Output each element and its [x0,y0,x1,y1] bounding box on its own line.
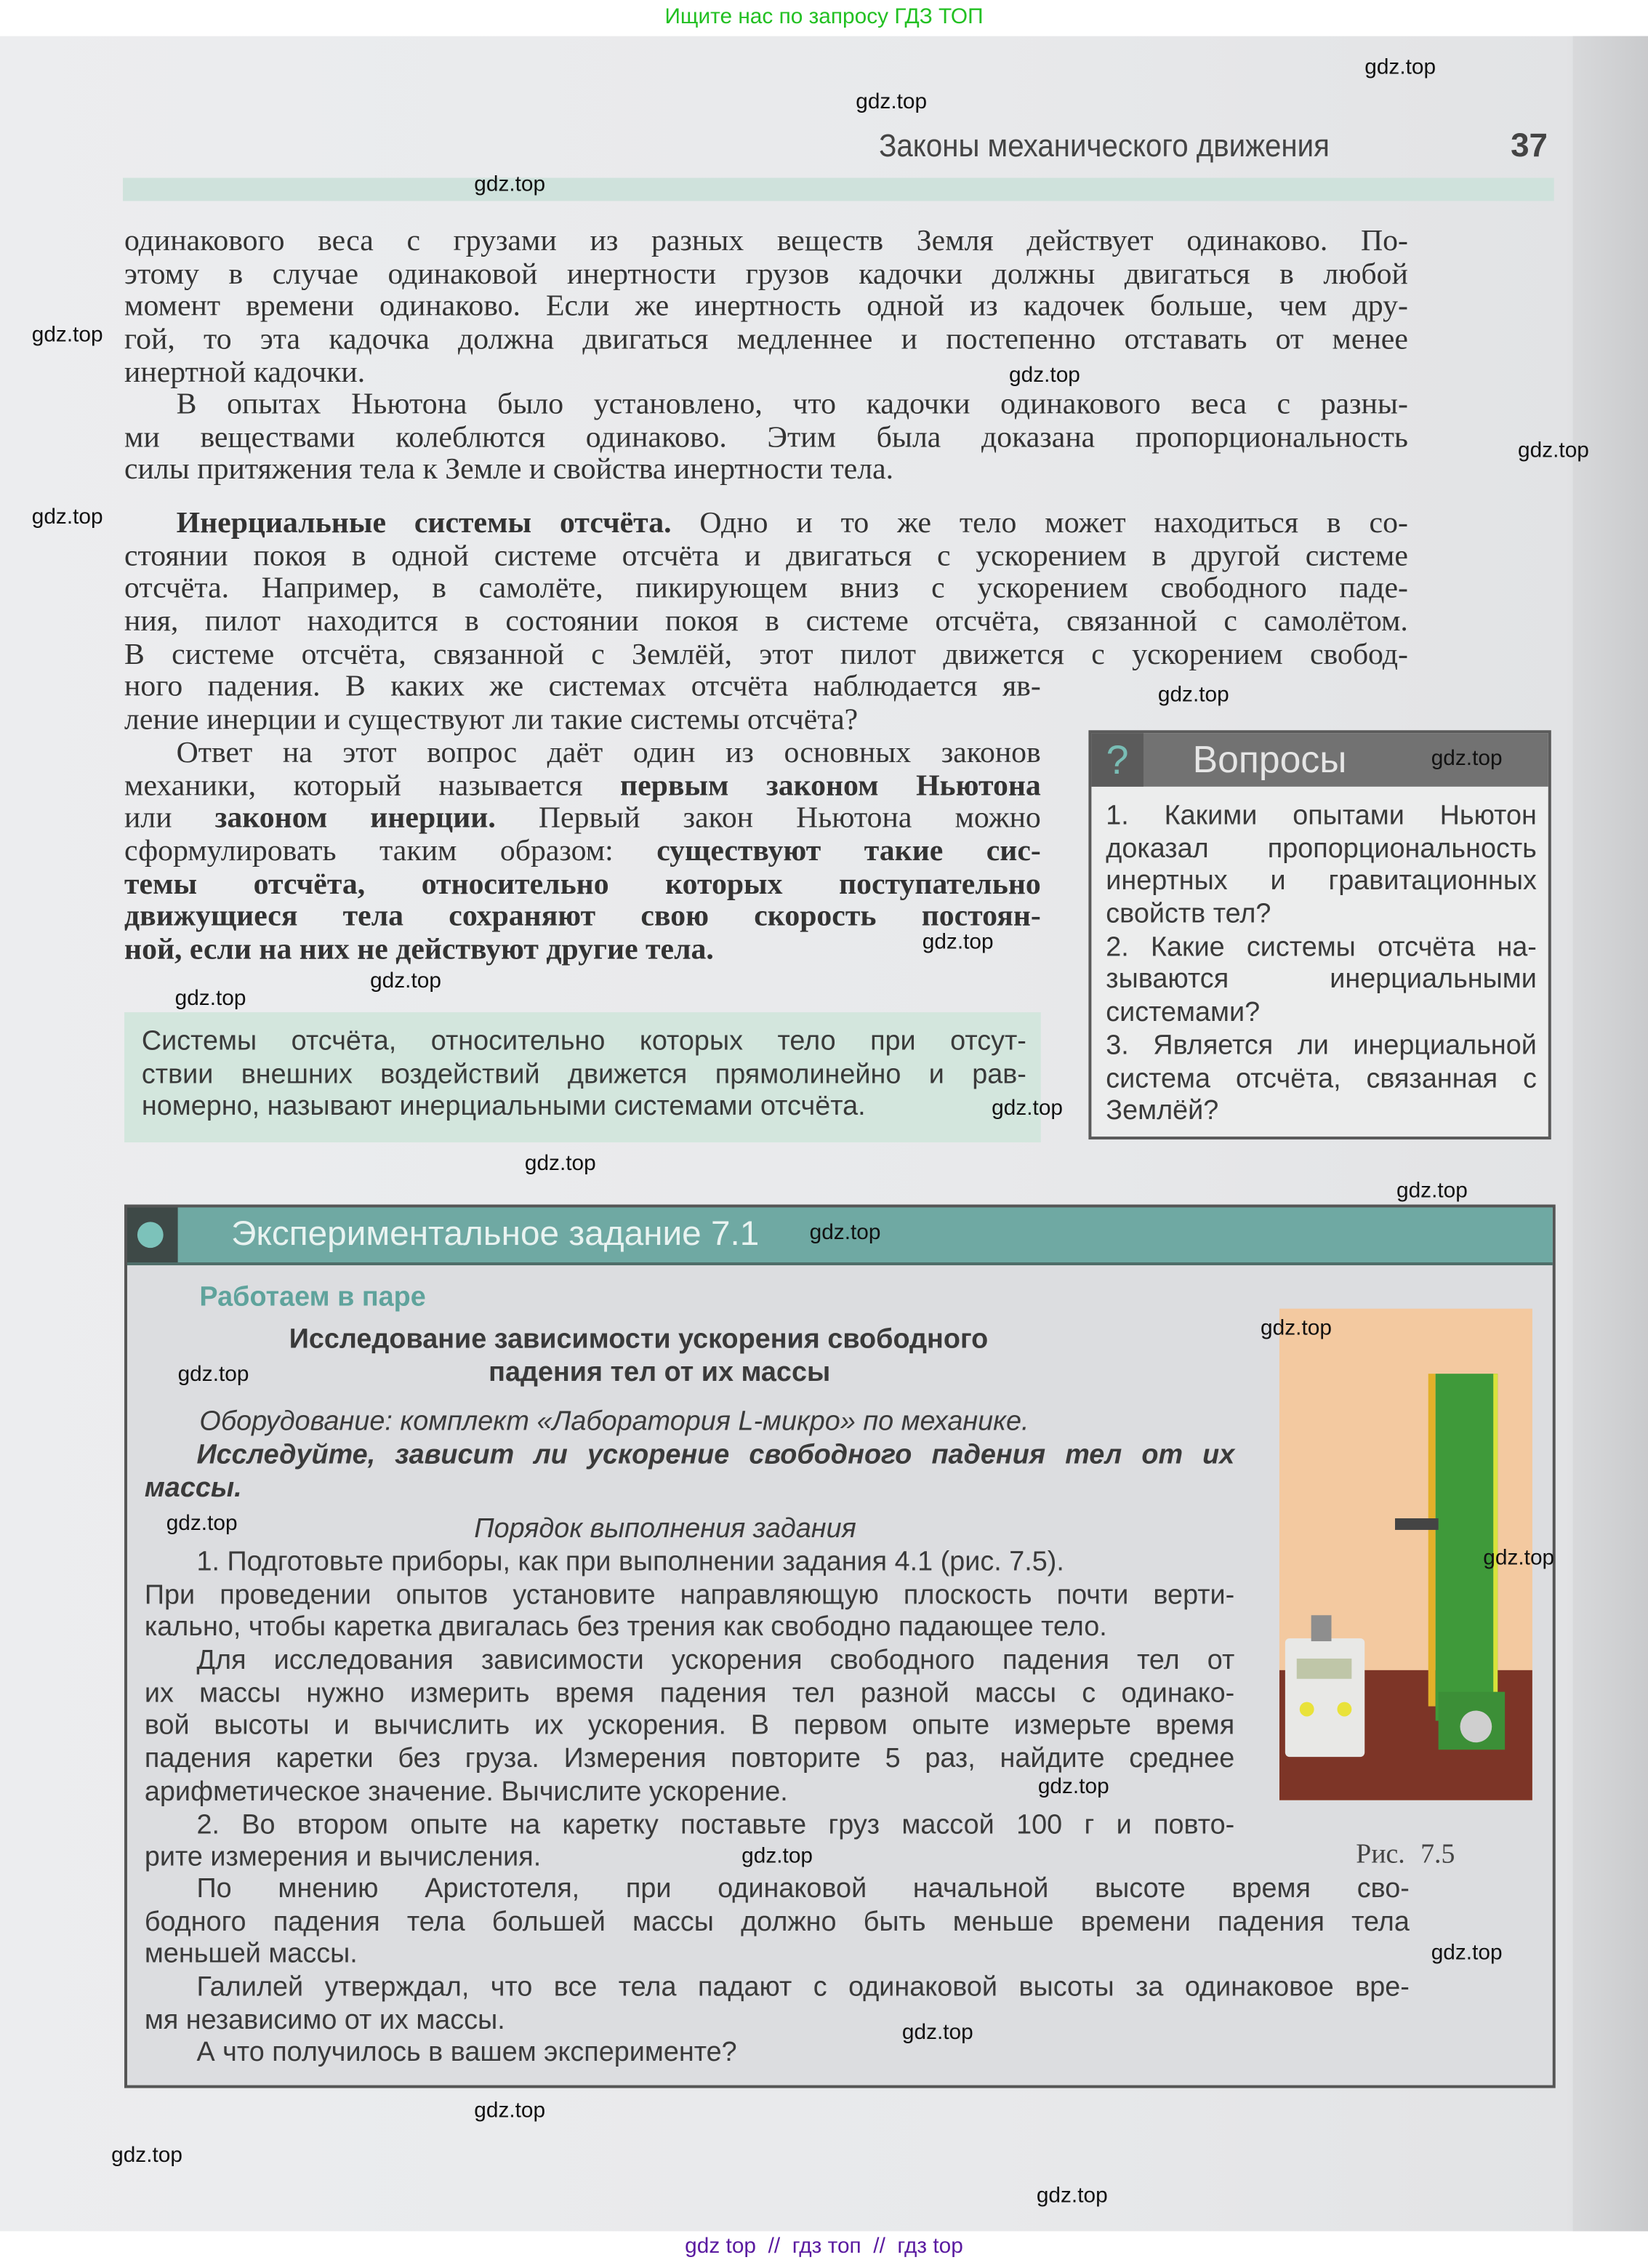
watermark: gdz.top [31,505,103,529]
text-line [145,1678,1234,1711]
text-line [124,289,1408,322]
page-number: 37 [1511,126,1548,164]
equipment-text: Оборудование: комплект «Лаборатория L-микро» по механике. [199,1406,1029,1438]
text-line [1106,1030,1537,1063]
watermark: gdz.top [1483,1545,1555,1571]
bold-text: темы отсчёта, относительно которых поступательно [124,865,1041,901]
text: силы притяжения тела к Земле и свойства инертности тела. [124,452,894,486]
text: 2. Какие системы отсчёта на- [1106,932,1537,963]
watermark: gdz.top [1009,363,1080,388]
text-line [1106,932,1537,965]
experiment-heading-line-1: Исследование зависимости ускорения свободного [289,1324,989,1355]
text-line [1106,1064,1537,1097]
watermark: gdz.top [370,969,441,994]
text: гой, то эта кадочка должна двигаться медленнее и постепенно отставать от менее [124,321,1408,356]
text: системами? [1106,998,1261,1029]
experiment-header-marker [127,1207,178,1262]
text: По мнению Аристотеля, при одинаковой начальной высоте время сво- [196,1874,1410,1904]
text-line [1106,1097,1537,1129]
watermark: gdz.top [1431,746,1503,771]
pulley [1460,1711,1492,1743]
text-line [142,1059,1026,1092]
figure-caption: Рис. 7.5 [1356,1839,1455,1870]
paragraph-2 [124,385,1408,486]
text-line [145,1907,1410,1939]
work-mode-label: Работаем в паре [199,1282,426,1313]
text: Первый закон Ньютона можно [495,800,1041,836]
text-line [124,769,1041,801]
text: стоянии покоя в одной системе отсчёта и двигаться с ускорением в другой системе [124,537,1408,572]
text: инертной кадочки. [124,353,366,389]
watermark: gdz.top [992,1096,1064,1121]
text-line [145,1744,1234,1777]
text-line [124,801,1041,834]
text: свойств тел? [1106,899,1271,930]
text-line [145,1440,1234,1473]
ruler [1428,1374,1436,1706]
procedure-title: Порядок выполнения задания [474,1514,856,1544]
text: ния, пилот находится в состоянии покоя в системе отсчёта, связанной с самолётом. [124,603,1408,638]
text-line [124,933,1041,966]
bold-text: первым законом Ньютона [620,767,1041,803]
experiment-box [124,1205,1556,2088]
text: доказал пропорциональность [1106,833,1537,865]
text-line [124,453,1408,486]
text: ствии внешних воздействий движется прямолинейно и рав- [141,1059,1026,1090]
text-line [1106,801,1537,834]
text: В системе отсчёта, связанной с Землёй, этот пилот движется с ускорением свобод- [124,636,1408,671]
text-line [124,867,1041,900]
text: одинакового веса с грузами из разных веществ Земля действует одинаково. По- [124,223,1408,257]
text: 3. Является ли инерциальной [1106,1030,1537,1062]
watermark: gdz.top [474,172,546,197]
text: отсчёта. Например, в самолёте, пикирующем вниз с ускорением свободного паде- [124,570,1408,605]
text-line [145,1843,1234,1875]
paragraph-1 [124,224,1408,388]
bold-text: ной, если на них не действуют другие тела. [124,931,714,966]
text: В опытах Ньютона было установлено, что кадочки одинакового веса с разны- [176,385,1408,421]
text-line [1106,998,1537,1030]
text: Системы отсчёта, относительно которых тело при отсут- [141,1026,1026,1057]
text: Для исследования зависимости ускорения свободного падения тел от [196,1646,1235,1676]
watermark: gdz.top [166,1511,238,1536]
text-line [145,1613,1234,1646]
text: Ответ на этот вопрос даёт один из основных законов [176,734,1041,769]
watermark: gdz.top [524,1150,596,1176]
text: ми веществами колеблются одинаково. Этим была доказана пропорциональность [124,419,1408,454]
text: Исследуйте, зависит ли ускорение свободного падения тел от их [196,1440,1235,1471]
text-line [1106,965,1537,998]
watermark: gdz.top [901,2020,973,2045]
text: Одно и то же тело может находиться в со- [671,505,1408,540]
text: их массы нужно измерить время падения тел разной массы с одинако- [144,1678,1235,1710]
text: арифметическое значение. Вычислите ускорение. [144,1776,788,1808]
text-line [124,353,1408,389]
text-line [142,1092,1026,1125]
questions-title: Вопросы [1192,737,1347,781]
watermark: gdz.top [474,2098,546,2123]
text: Галилей утверждал, что все тела падают с одинаковой высоты за одинаковое вре- [196,1972,1410,2003]
bold-text: движущиеся тела сохраняют свою скорость постоян- [124,898,1041,934]
watermark: gdz.top [1364,55,1436,80]
footer-links[interactable]: gdz top // гдз топ // гдз top [685,2234,963,2259]
text-line [1106,867,1537,899]
text-line [142,1027,1026,1059]
definition-text [142,1027,1026,1125]
text-line [145,2005,1410,2038]
procedure-steps [145,1547,1234,1875]
text: кально, чтобы каретка двигалась без трения как свободно падающее тело. [144,1613,1107,1643]
text-line [124,703,1041,736]
text-line [124,604,1408,637]
text-line [124,572,1408,604]
text: механики, который называется [124,767,621,803]
watermark: gdz.top [1396,1178,1468,1203]
definition-box [124,1012,1041,1142]
text: массы. [144,1472,242,1504]
watermark: gdz.top [174,986,246,1011]
watermark: gdz.top [1261,1315,1332,1341]
sensor-bracket [1395,1518,1439,1530]
text: ного падения. В каких же системах отсчёта наблюдается яв- [124,668,1041,704]
text: А что получилось в вашем эксперименте? [196,2037,737,2069]
header-strip [123,178,1554,201]
text: меньшей массы. [144,1939,358,1971]
device-button-reset [1337,1702,1351,1717]
watermark: gdz.top [1036,2183,1108,2208]
text: 1. Какими опытами Ньютон [1106,801,1537,832]
experiment-heading-line-2: падения тел от их массы [489,1358,831,1389]
stopwatch-device [1285,1638,1364,1757]
bold-text: законом инерции. [214,800,496,836]
text: Землёй? [1106,1096,1219,1127]
text-line [145,1939,1410,1972]
text: ление инерции и существуют ли такие системы отсчёта? [124,701,859,737]
text: вой высоты и вычислить их ускорения. В первом опыте измерьте время [144,1711,1235,1742]
text: номерно, называют инерциальными системами отсчёта. [141,1092,866,1123]
circle-bullet-icon [137,1222,164,1248]
text-line [1106,834,1537,867]
text-line [145,1973,1410,2005]
text-line [124,506,1408,539]
bold-text: существуют такие сис- [656,833,1041,868]
discussion-text [145,1874,1410,2071]
text: 2. Во втором опыте на каретку поставьте груз массой 100 г и повто- [196,1809,1235,1840]
device-display [1297,1659,1352,1679]
paragraph-newton-first-law [124,736,1041,966]
text: этому в случае одинаковой инертности грузов кадочки должны двигаться в любой [124,255,1408,291]
text-line [124,835,1041,867]
bold-text: Инерциальные системы отсчёта. [176,505,672,540]
experiment-title: Экспериментальное задание 7.1 [231,1214,760,1254]
text-line [145,2038,1410,2071]
text-line [145,1547,1234,1580]
watermark: gdz.top [856,89,928,115]
text-line [124,257,1408,289]
task-text [145,1440,1234,1506]
text: рите измерения и вычисления. [144,1842,542,1873]
text: При проведении опытов установите направляющую плоскость почти верти- [144,1579,1235,1611]
watermark: gdz.top [809,1220,881,1246]
text: мя независимо от их массы. [144,2005,505,2036]
running-header-title: Законы механического движения [879,127,1330,164]
text-line [1106,899,1537,932]
text-line [124,736,1041,769]
page-edge-shadow [1573,36,1648,2232]
text: или [124,800,215,836]
watermark: gdz.top [741,1843,813,1869]
watermark: gdz.top [1157,682,1229,708]
question-mark-icon: ? [1091,733,1143,787]
text-line [124,323,1408,356]
text: зываются инерциальными [1106,965,1537,996]
cable-connector [1311,1615,1332,1641]
text-line [145,1874,1410,1907]
top-banner[interactable]: Ищите нас по запросу ГДЗ ТОП [664,4,984,29]
text: система отсчёта, связанная с [1106,1063,1537,1094]
questions-list [1106,801,1537,1129]
watermark: gdz.top [111,2143,182,2168]
text: сформулировать таким образом: [124,833,657,868]
watermark: gdz.top [177,1362,249,1387]
text-line [124,385,1408,421]
text-line [124,224,1408,257]
watermark: gdz.top [1037,1774,1109,1799]
text-line [124,900,1041,933]
questions-box [1088,730,1551,1139]
text: инертных и гравитационных [1106,866,1537,897]
watermark: gdz.top [1431,1940,1503,1966]
text: бодного падения тела большей массы должно быть меньше времени падения тела [144,1907,1410,1938]
text-line [145,1580,1234,1613]
text: 1. Подготовьте приборы, как при выполнении задания 4.1 (рис. 7.5). [196,1547,1064,1578]
text-line [124,539,1408,572]
text-line [145,1810,1234,1843]
text-line [124,637,1408,670]
text-line [145,1711,1234,1744]
device-button-start [1300,1702,1314,1717]
watermark: gdz.top [31,322,103,348]
watermark: gdz.top [922,929,994,955]
text: момент времени одинаково. Если же инертность одной из кадочек больше, чем дру- [124,288,1408,324]
watermark: gdz.top [1518,438,1589,463]
text-line [124,420,1408,453]
text-line [145,1473,1234,1506]
text-line [145,1646,1234,1678]
text: падения каретки без груза. Измерения повторите 5 раз, найдите среднее [144,1744,1235,1775]
text-line [124,670,1041,703]
